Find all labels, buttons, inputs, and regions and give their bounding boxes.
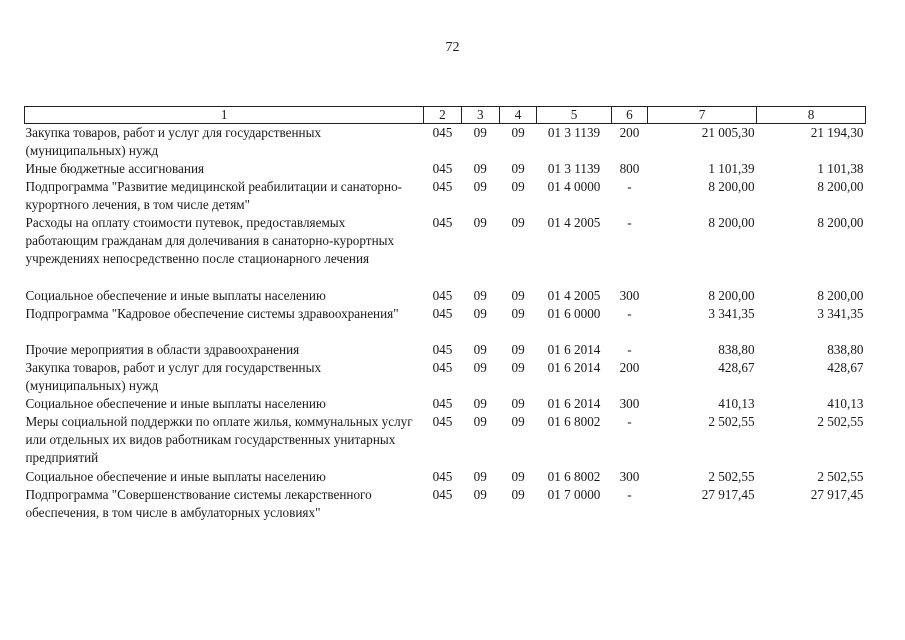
table-header-row	[25, 107, 866, 124]
row-col-4: 09	[511, 215, 525, 230]
row-col-2: 045	[432, 288, 453, 303]
row-col-5: 01 3 1139	[547, 161, 601, 176]
row-col-5: 01 6 2014	[547, 342, 601, 357]
header-col-5: 5	[537, 107, 612, 124]
budget-table	[24, 106, 866, 522]
row-col-3: 09	[473, 469, 487, 484]
row-col-7: 2 502,55	[708, 469, 755, 484]
row-col-5: 01 6 8002	[547, 469, 601, 484]
row-col-8: 27 917,45	[810, 487, 864, 502]
row-col-5: 01 4 2005	[547, 215, 601, 230]
row-col-2: 045	[432, 396, 453, 411]
row-col-3: 09	[473, 179, 487, 194]
row-col-7: 1 101,39	[708, 161, 755, 176]
row-col-2: 045	[432, 125, 453, 140]
row-name: Закупка товаров, работ и услуг для государственных (муниципальных) нужд	[25, 360, 322, 393]
row-col-6: -	[627, 487, 632, 502]
row-name: Социальное обеспечение и иные выплаты населению	[25, 288, 326, 303]
row-col-2: 045	[432, 179, 453, 194]
header-col-4: 4	[499, 107, 536, 124]
row-col-7: 3 341,35	[708, 306, 755, 321]
row-col-5: 01 3 1139	[547, 125, 601, 140]
row-col-3: 09	[473, 487, 487, 502]
row-name: Закупка товаров, работ и услуг для государственных (муниципальных) нужд	[25, 125, 322, 158]
row-col-8: 410,13	[827, 396, 864, 411]
row-name: Иные бюджетные ассигнования	[25, 161, 205, 176]
row-col-2: 045	[432, 161, 453, 176]
row-col-4: 09	[511, 414, 525, 429]
header-col-6: 6	[611, 107, 647, 124]
table-row	[25, 395, 866, 413]
row-col-8: 2 502,55	[817, 469, 864, 484]
table-row	[25, 178, 866, 214]
row-col-8: 3 341,35	[817, 306, 864, 321]
row-col-5: 01 7 0000	[547, 487, 601, 502]
row-col-2: 045	[432, 487, 453, 502]
table-row	[25, 486, 866, 522]
row-col-6: 300	[619, 396, 640, 411]
row-col-7: 21 005,30	[701, 125, 755, 140]
row-col-8: 8 200,00	[817, 215, 864, 230]
row-col-6: -	[627, 414, 632, 429]
row-col-7: 8 200,00	[708, 179, 755, 194]
row-col-8: 1 101,38	[817, 161, 864, 176]
row-name: Меры социальной поддержки по оплате жилья, коммунальных услуг или отдельных их видов работникам государственных унитарных предприятий	[25, 414, 413, 465]
row-col-6: 300	[619, 288, 640, 303]
table-row	[25, 124, 866, 161]
row-name: Расходы на оплату стоимости путевок, предоставляемых работающим гражданам для долечивания в санаторно-курортных учреждениях непосредственно после стационарного лечения	[25, 215, 395, 266]
table-row	[25, 468, 866, 486]
row-col-6: -	[627, 306, 632, 321]
row-col-3: 09	[473, 161, 487, 176]
row-name: Подпрограмма "Кадровое обеспечение системы здравоохранения"	[25, 306, 399, 321]
row-col-4: 09	[511, 360, 525, 375]
row-col-2: 045	[432, 414, 453, 429]
row-col-8: 2 502,55	[817, 414, 864, 429]
table-row	[25, 341, 866, 359]
row-col-5: 01 4 2005	[547, 288, 601, 303]
row-col-8: 428,67	[827, 360, 864, 375]
row-col-7: 410,13	[718, 396, 755, 411]
row-col-3: 09	[473, 360, 487, 375]
row-col-8: 8 200,00	[817, 288, 864, 303]
row-col-3: 09	[473, 342, 487, 357]
row-col-5: 01 6 0000	[547, 306, 601, 321]
row-name: Подпрограмма "Развитие медицинской реабилитации и санаторно-курортного лечения, в том числе детям"	[25, 179, 403, 212]
page-number: 72	[445, 40, 460, 55]
row-col-4: 09	[511, 161, 525, 176]
row-name: Социальное обеспечение и иные выплаты населению	[25, 469, 326, 484]
row-col-6: -	[627, 342, 632, 357]
row-col-7: 2 502,55	[708, 414, 755, 429]
row-col-6: 200	[619, 360, 640, 375]
row-col-4: 09	[511, 469, 525, 484]
row-col-2: 045	[432, 342, 453, 357]
row-col-6: 300	[619, 469, 640, 484]
row-col-3: 09	[473, 125, 487, 140]
table-row	[25, 160, 866, 178]
row-col-4: 09	[511, 288, 525, 303]
table-row	[25, 214, 866, 287]
row-col-3: 09	[473, 306, 487, 321]
row-col-4: 09	[511, 306, 525, 321]
header-col-8: 8	[757, 107, 866, 124]
row-col-5: 01 6 8002	[547, 414, 601, 429]
row-col-6: -	[627, 179, 632, 194]
row-col-2: 045	[432, 360, 453, 375]
row-col-4: 09	[511, 179, 525, 194]
row-col-7: 27 917,45	[701, 487, 755, 502]
header-col-1: 1	[25, 107, 424, 124]
table-row	[25, 305, 866, 341]
row-col-2: 045	[432, 306, 453, 321]
row-col-8: 21 194,30	[810, 125, 864, 140]
row-col-2: 045	[432, 215, 453, 230]
header-col-3: 3	[461, 107, 499, 124]
row-col-3: 09	[473, 288, 487, 303]
row-col-7: 8 200,00	[708, 215, 755, 230]
table-row	[25, 287, 866, 305]
row-name: Прочие мероприятия в области здравоохранения	[25, 342, 300, 357]
row-col-2: 045	[432, 469, 453, 484]
row-col-4: 09	[511, 125, 525, 140]
table-row	[25, 359, 866, 395]
table-row	[25, 413, 866, 468]
row-col-6: 800	[619, 161, 640, 176]
row-name: Социальное обеспечение и иные выплаты населению	[25, 396, 326, 411]
row-col-6: -	[627, 215, 632, 230]
header-col-2: 2	[424, 107, 461, 124]
header-col-7: 7	[648, 107, 757, 124]
row-col-3: 09	[473, 215, 487, 230]
row-col-8: 8 200,00	[817, 179, 864, 194]
row-col-5: 01 6 2014	[547, 396, 601, 411]
row-col-4: 09	[511, 487, 525, 502]
row-col-8: 838,80	[827, 342, 864, 357]
row-col-3: 09	[473, 396, 487, 411]
row-col-4: 09	[511, 342, 525, 357]
row-col-3: 09	[473, 414, 487, 429]
row-col-4: 09	[511, 396, 525, 411]
row-col-5: 01 4 0000	[547, 179, 601, 194]
row-col-5: 01 6 2014	[547, 360, 601, 375]
row-col-6: 200	[619, 125, 640, 140]
row-col-7: 8 200,00	[708, 288, 755, 303]
row-col-7: 428,67	[718, 360, 755, 375]
row-name: Подпрограмма "Совершенствование системы лекарственного обеспечения, в том числе в амбулаторных условиях"	[25, 487, 372, 520]
row-col-7: 838,80	[718, 342, 755, 357]
